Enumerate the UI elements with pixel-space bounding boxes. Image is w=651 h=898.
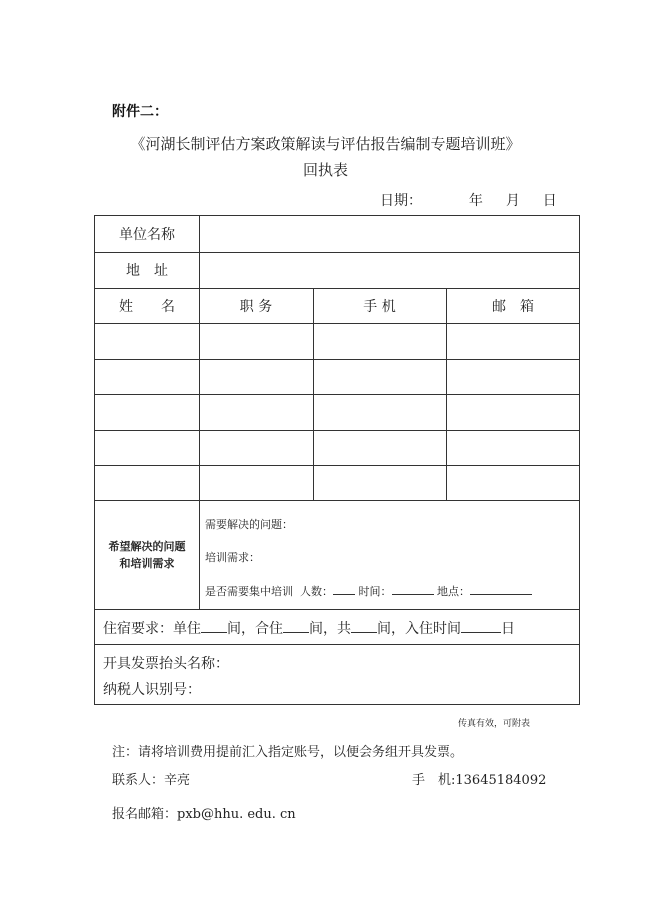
date-line: [380, 190, 557, 210]
time-blank[interactable]: [392, 582, 434, 595]
registration-form: [94, 215, 580, 705]
address-field[interactable]: [200, 253, 580, 288]
unit-name-label: 单位名称: [119, 227, 175, 243]
hope-label-line2: 和培训需求: [119, 557, 175, 570]
hope-label-line1: 希望解决的问题: [108, 540, 186, 553]
people-label: 人数：: [300, 585, 333, 598]
centralized-label: 是否需要集中培训: [205, 585, 293, 598]
lodging-row: [103, 618, 515, 638]
lodging-jian3: 间，入住时间: [377, 621, 461, 637]
unit-name-field[interactable]: [200, 217, 580, 252]
fax-note: 传真有效，可附表: [458, 719, 531, 729]
time-label: 时间：: [358, 585, 392, 598]
lodging-prefix: 住宿要求：单住: [103, 621, 201, 637]
total-room-blank[interactable]: [351, 620, 377, 633]
checkin-blank[interactable]: [461, 620, 501, 633]
invoice-title-label: 开具发票抬头名称：: [103, 656, 229, 672]
centralized-training-row: [205, 582, 532, 599]
lodging-day: 日: [501, 621, 515, 637]
date-day: 日: [542, 193, 557, 209]
registration-email: 报名邮箱：pxb@hhu. edu. cn: [112, 807, 296, 822]
single-room-blank[interactable]: [201, 620, 227, 633]
document-subtitle: 回执表: [302, 161, 348, 179]
lodging-jian2: 间，共: [309, 621, 351, 637]
address-label: 地 址: [126, 263, 168, 279]
contact-phone: 手 机:13645184092: [412, 773, 547, 788]
document-title: 《河湖长制评估方案政策解读与评估报告编制专题培训班》: [130, 135, 521, 153]
place-blank[interactable]: [470, 582, 532, 595]
place-label: 地点：: [437, 585, 470, 598]
payment-note: 注：请将培训费用提前汇入指定账号，以便会务组开具发票。: [112, 745, 464, 760]
column-name: 姓 名: [119, 298, 175, 315]
problems-label: 需要解决的问题：: [205, 518, 293, 531]
column-phone: 手 机: [363, 298, 396, 315]
people-blank[interactable]: [333, 582, 355, 595]
date-label: 日期：: [380, 193, 422, 209]
hope-label: [95, 501, 199, 609]
date-year: 年: [468, 193, 483, 209]
column-position: 职 务: [239, 298, 273, 315]
training-needs-label: 培训需求：: [205, 551, 260, 564]
column-email: 邮 箱: [492, 298, 534, 315]
lodging-jian1: 间，合住: [227, 621, 283, 637]
date-month: 月: [505, 193, 520, 209]
contact-person: 联系人：辛亮: [112, 773, 191, 788]
taxpayer-id-label: 纳税人识别号：: [103, 682, 201, 698]
shared-room-blank[interactable]: [283, 620, 309, 633]
attachment-label: 附件二：: [112, 104, 168, 120]
